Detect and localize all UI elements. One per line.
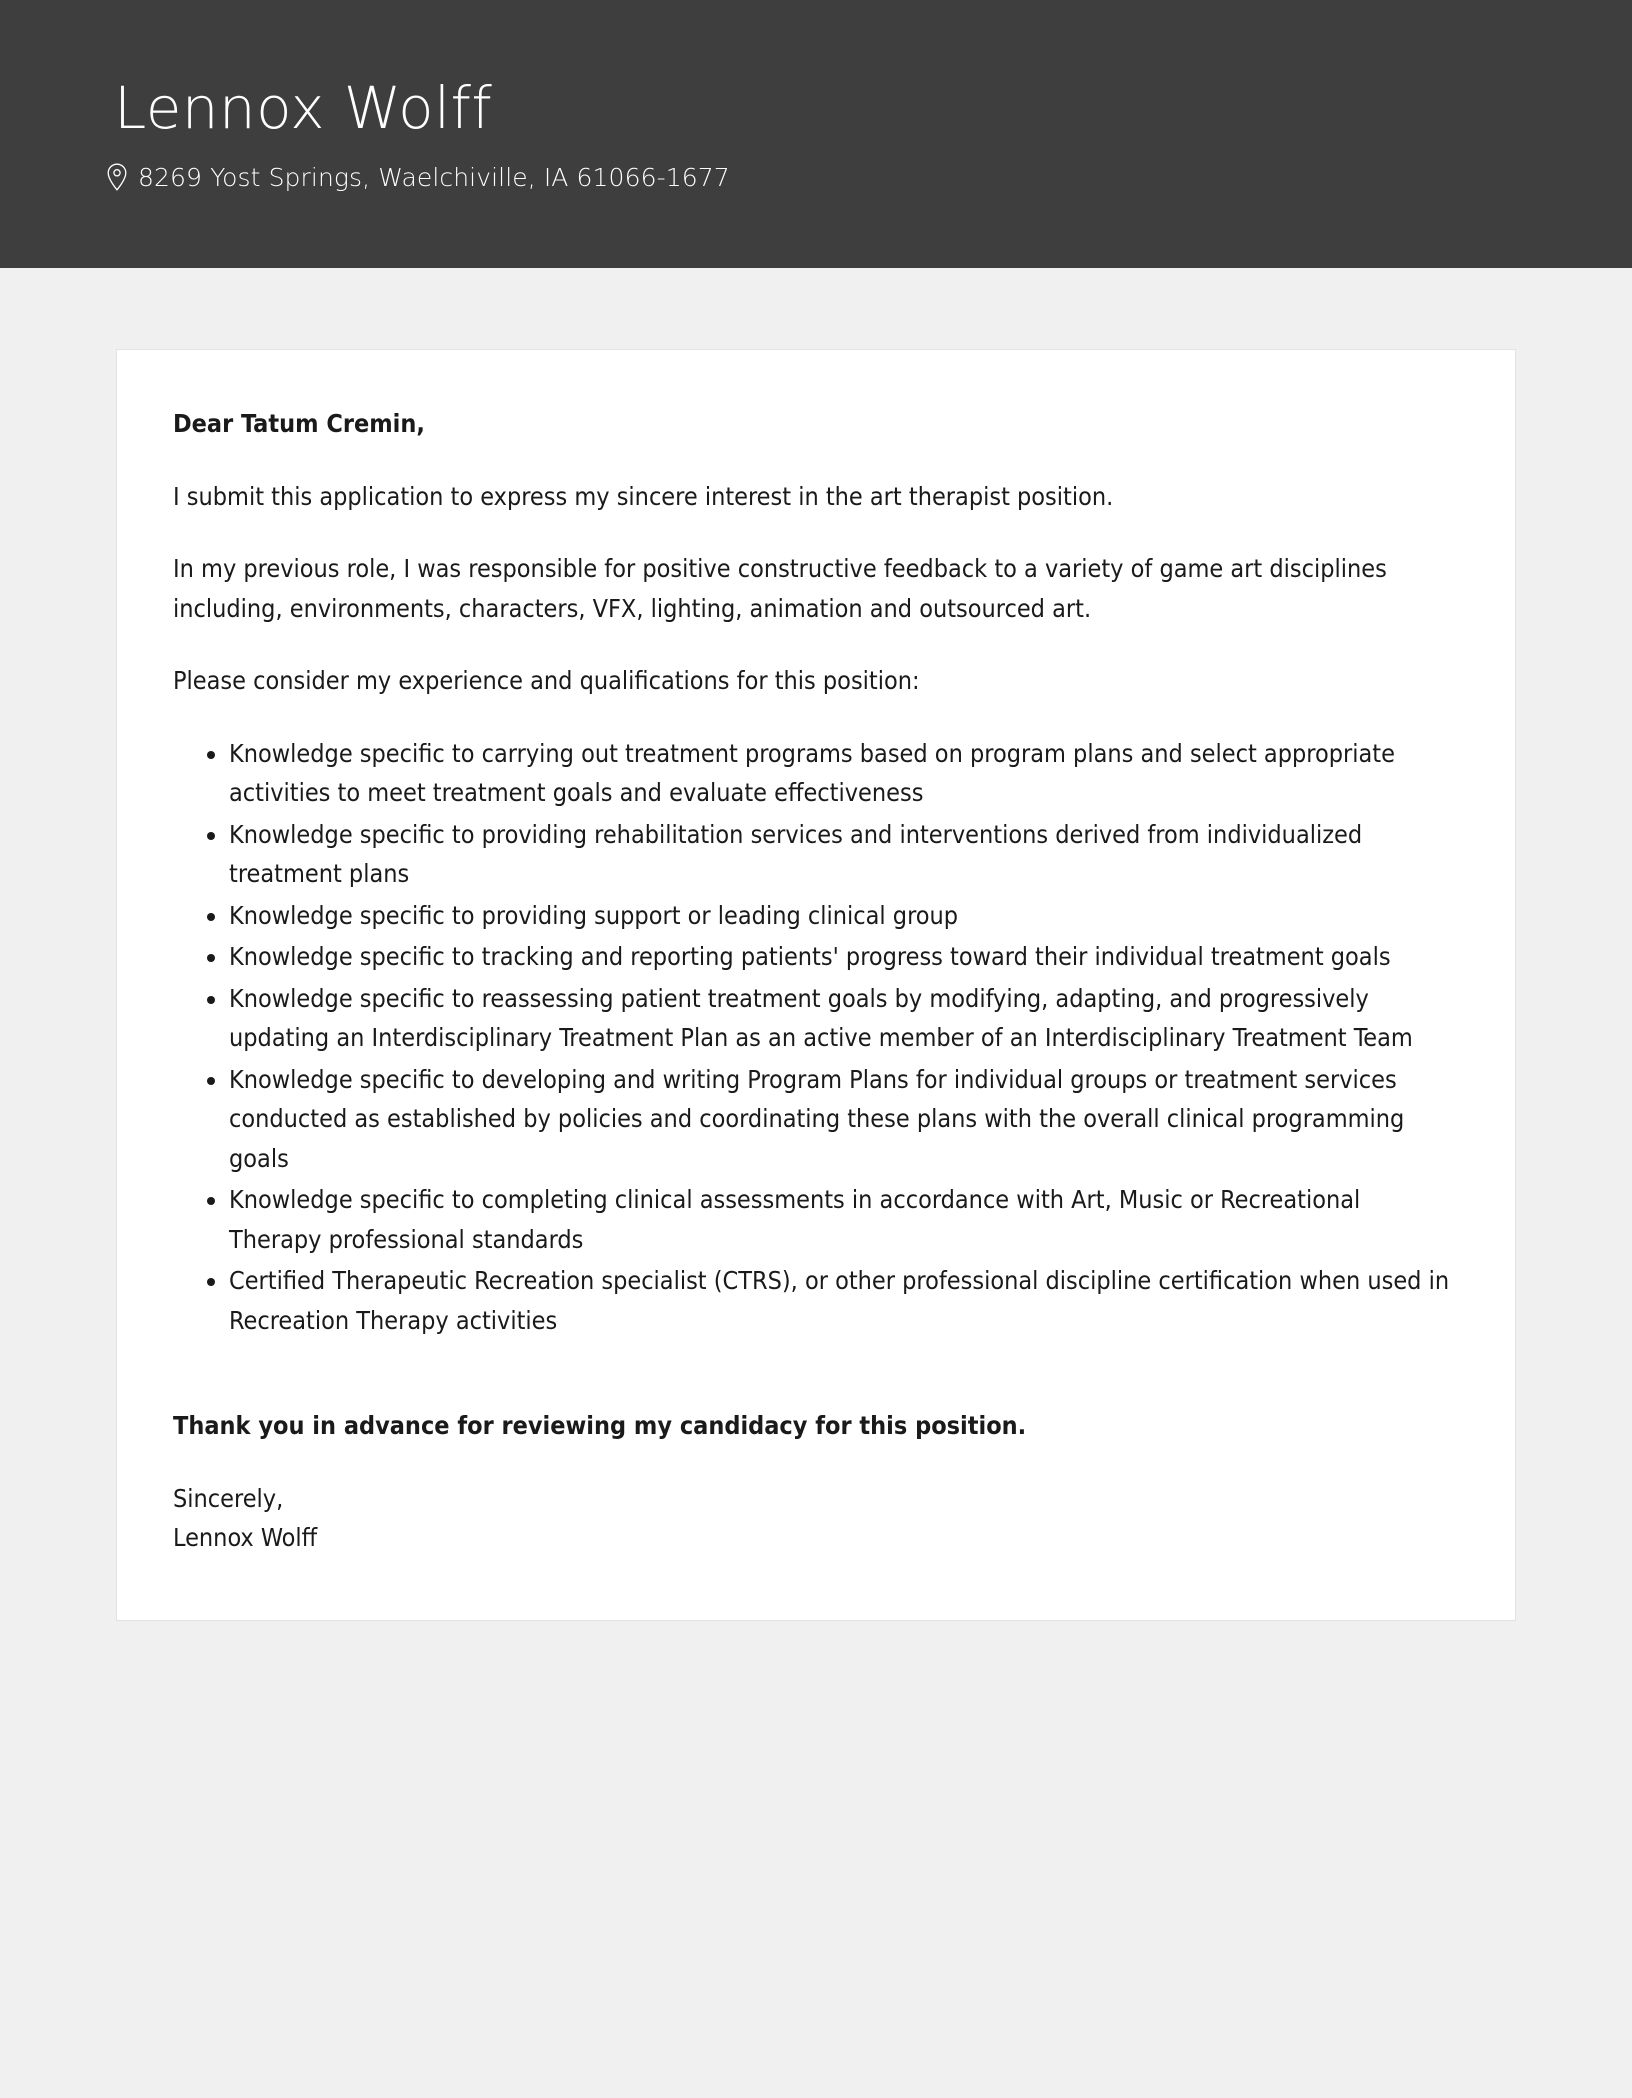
list-item: Knowledge specific to developing and writing Program Plans for individual groups or treatment services conducted as established by policies and coordinating these plans with the overall clinical programming goals <box>173 1060 1459 1179</box>
list-item: Knowledge specific to tracking and reporting patients' progress toward their individual treatment goals <box>173 937 1459 977</box>
address-text: 8269 Yost Springs, Waelchiville, IA 61066-1677 <box>138 162 730 192</box>
page-title: Lennox Wolff <box>114 73 493 142</box>
list-item: Knowledge specific to reassessing patient treatment goals by modifying, adapting, and progressively updating an Interdisciplinary Treatment Plan as an active member of an Interdisciplinary Treatment Team <box>173 979 1459 1058</box>
thank-you-line: Thank you in advance for reviewing my candidacy for this position. <box>173 1411 1027 1440</box>
contact-info-line <box>102 162 1516 192</box>
list-item: Knowledge specific to carrying out treatment programs based on program plans and select appropriate activities to meet treatment goals and evaluate effectiveness <box>173 734 1459 813</box>
resume-header <box>0 0 1632 268</box>
experience-paragraph: In my previous role, I was responsible for positive constructive feedback to a variety of game art disciplines including, environments, characters, VFX, lighting, animation and outsourced art. <box>173 554 1387 623</box>
intro-paragraph: I submit this application to express my sincere interest in the art therapist position. <box>173 481 1114 511</box>
signature-name: Lennox Wolff <box>173 1523 318 1552</box>
list-item: Knowledge specific to providing rehabilitation services and interventions derived from individualized treatment plans <box>173 815 1459 894</box>
signature-block <box>173 1479 1459 1558</box>
list-lead-in: Please consider my experience and qualifications for this position: <box>173 666 920 695</box>
list-item: Knowledge specific to completing clinical assessments in accordance with Art, Music or Recreational Therapy professional standards <box>173 1180 1459 1259</box>
page-body <box>0 268 1632 1621</box>
list-item: Certified Therapeutic Recreation specialist (CTRS), or other professional discipline certification when used in Recreation Therapy activities <box>173 1261 1459 1340</box>
list-item: Knowledge specific to providing support or leading clinical group <box>173 896 1459 936</box>
salutation: Dear Tatum Cremin, <box>173 409 425 438</box>
qualifications-list <box>173 734 1459 1341</box>
map-pin-icon <box>102 162 132 192</box>
cover-letter-card <box>116 349 1516 1621</box>
sign-off-text: Sincerely, <box>173 1483 284 1513</box>
